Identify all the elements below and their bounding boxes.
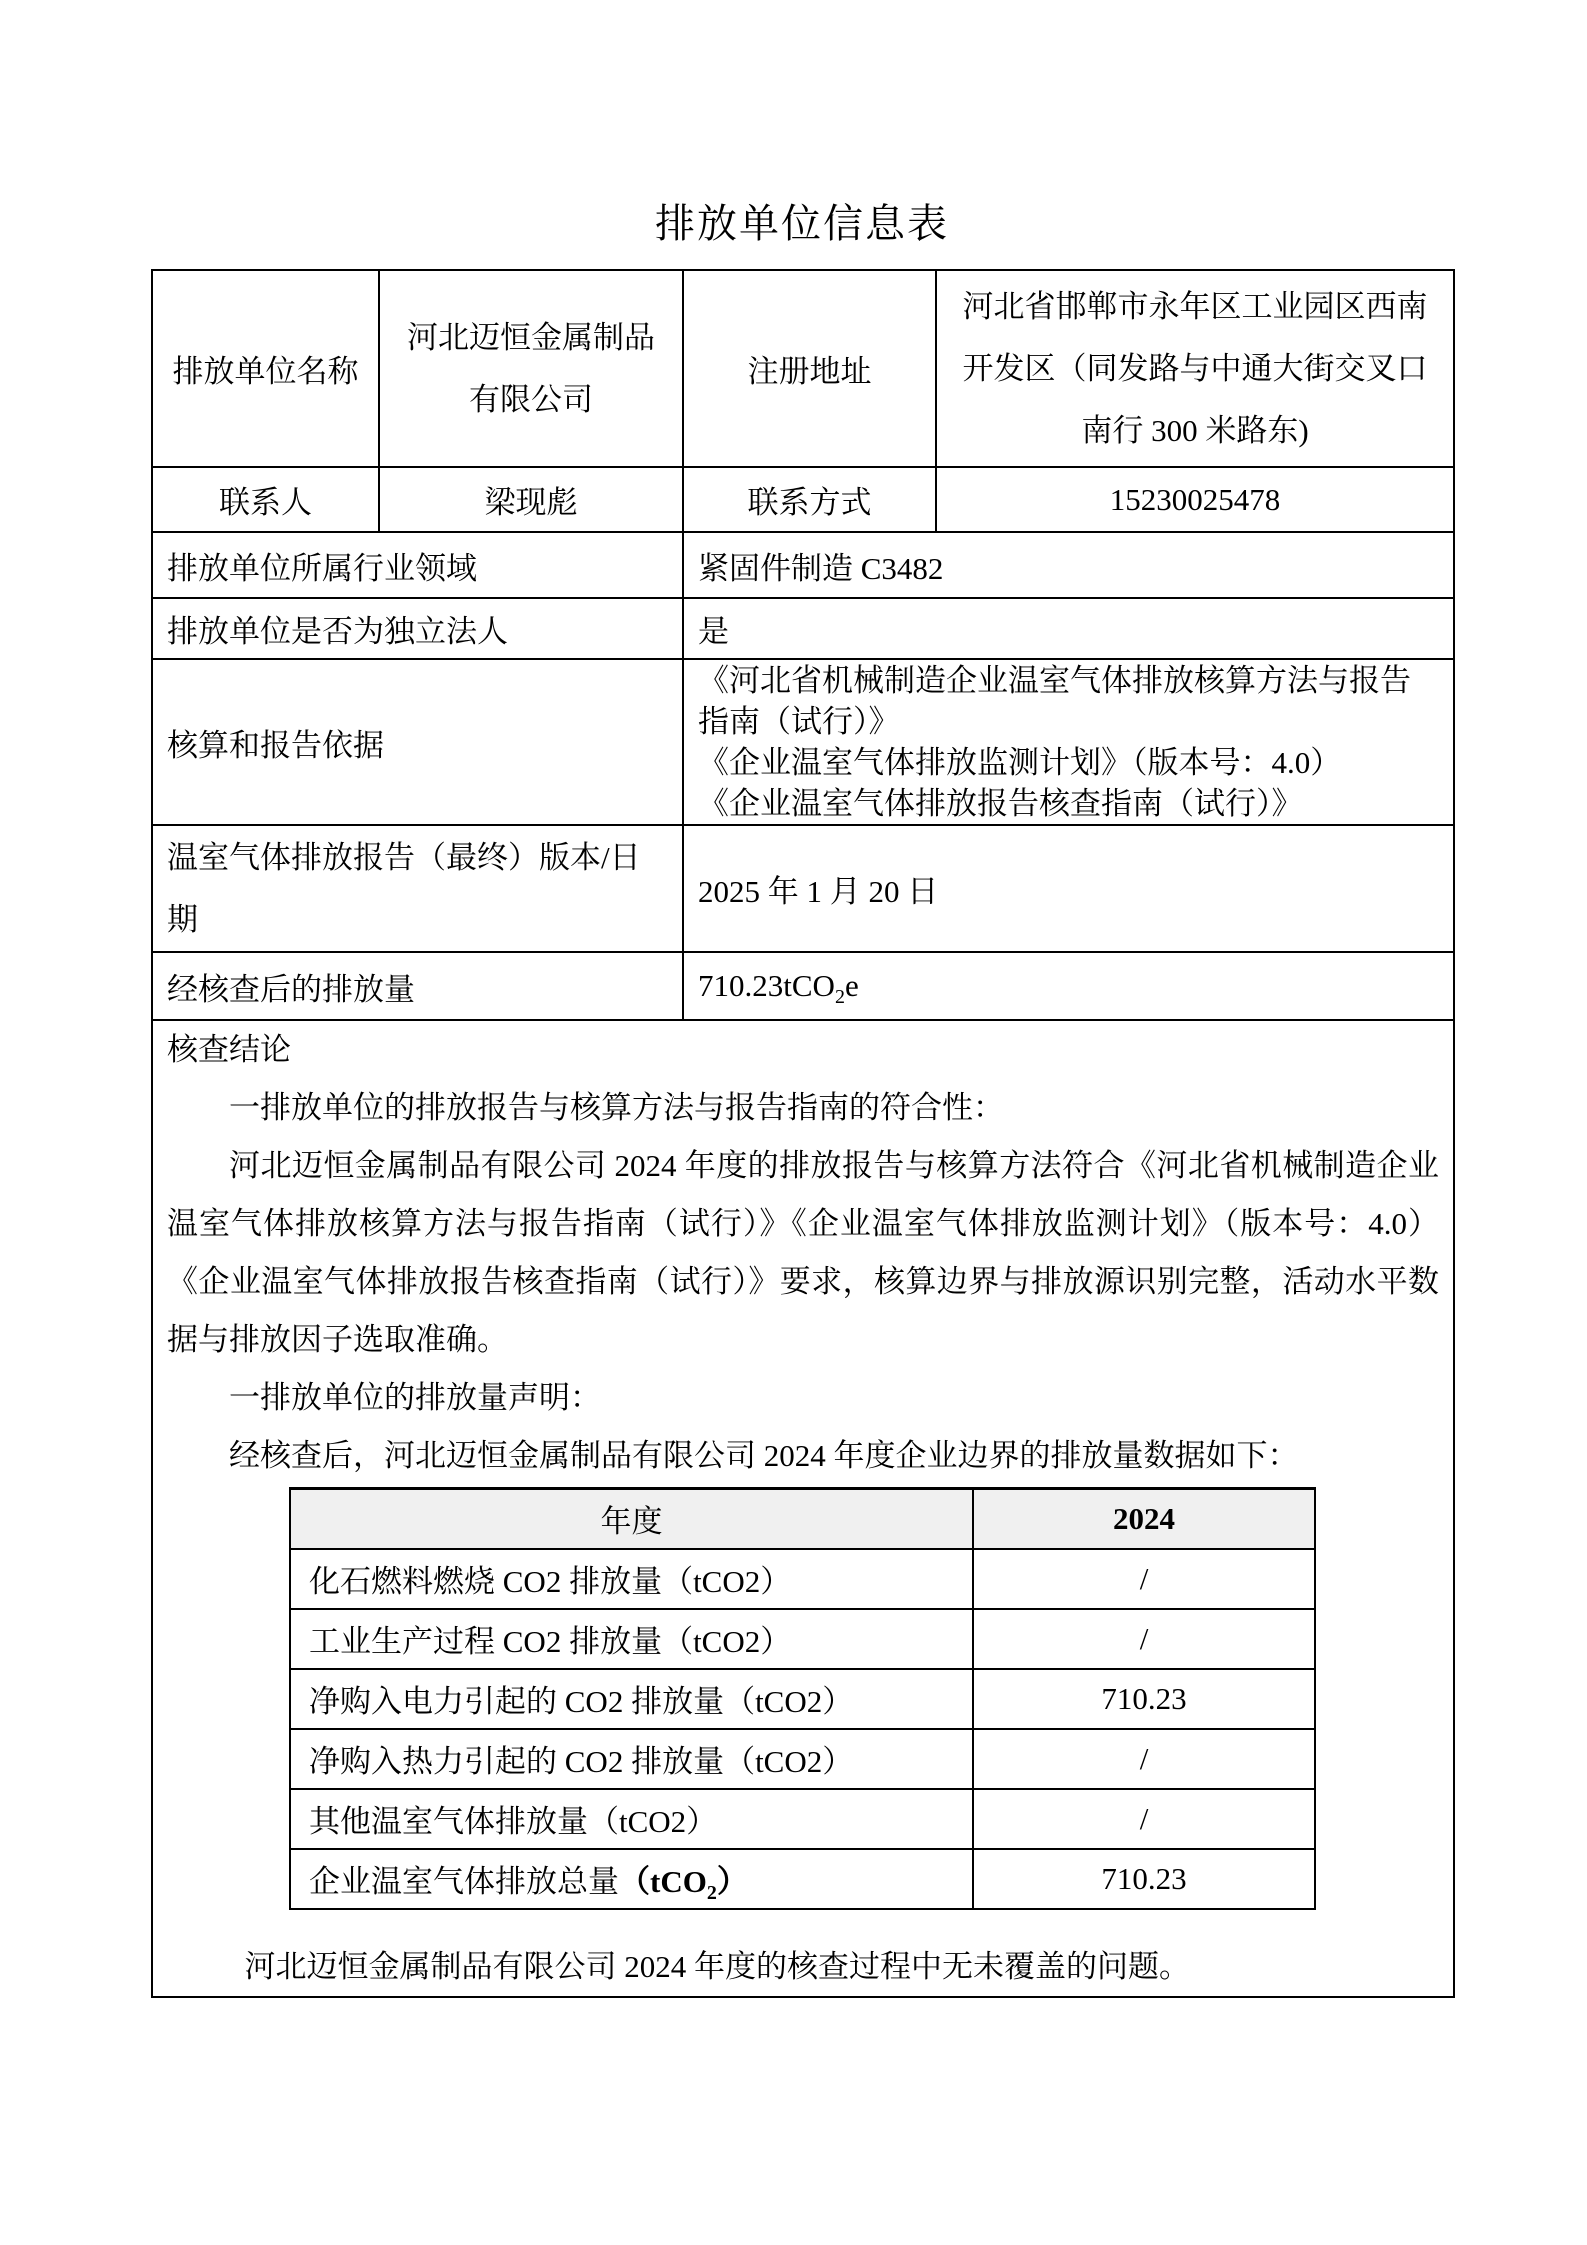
emission-row-value: / xyxy=(973,1789,1315,1849)
conclusion-cell xyxy=(152,1020,1454,1997)
table-row xyxy=(152,467,1454,532)
table-row xyxy=(152,270,1454,467)
conclusion-paragraph-4: 经核查后，河北迈恒金属制品有限公司 2024 年度企业边界的排放量数据如下： xyxy=(229,1438,1299,1473)
table-row xyxy=(152,598,1454,659)
emission-row-value: / xyxy=(973,1549,1315,1609)
conclusion-paragraph-2: 河北迈恒金属制品有限公司 2024 年度的排放报告与核算方法符合《河北省机械制造企业温室气体排放核算方法与报告指南（试行）》《企业温室气体排放监测计划》（版本号：4.0）《企业温室气体排放报告核查指南（试行）》要求，核算边界与排放源识别完整，活动水平数据与排放因子选取准确。 xyxy=(167,1148,1439,1357)
conclusion-heading: 核查结论 xyxy=(167,1032,291,1067)
page-title: 排放单位信息表 xyxy=(655,201,949,246)
basis-line-3: 《企业温室气体排放报告核查指南（试行）》 xyxy=(698,786,1303,821)
emission-row-value: 710.23 xyxy=(973,1849,1315,1909)
table-row xyxy=(152,532,1454,598)
conclusion-paragraph-1: 一排放单位的排放报告与核算方法与报告指南的符合性： xyxy=(229,1090,1004,1125)
info-table xyxy=(151,269,1455,1998)
closing-statement: 河北迈恒金属制品有限公司 2024 年度的核查过程中无未覆盖的问题。 xyxy=(244,1948,1190,1984)
report-version-label: 温室气体排放报告（最终）版本/日期 xyxy=(152,825,683,952)
emission-unit-bold: （tCO$_2$） xyxy=(619,1864,748,1905)
table-row xyxy=(290,1849,1315,1909)
report-version-value: 2025 年 1 月 20 日 xyxy=(683,825,1454,952)
contact-label: 联系人 xyxy=(152,467,379,532)
table-row xyxy=(152,1020,1454,1997)
table-row xyxy=(290,1549,1315,1609)
verified-emissions-label: 经核查后的排放量 xyxy=(152,952,683,1020)
year-value-header-cell: 2024 xyxy=(973,1489,1315,1549)
unit-name-value: 河北迈恒金属制品有限公司 xyxy=(379,270,683,467)
conclusion-paragraph-3: 一排放单位的排放量声明： xyxy=(229,1380,601,1415)
emissions-table-body xyxy=(290,1489,1315,1909)
basis-value xyxy=(683,659,1454,825)
emission-row-label: 其他温室气体排放量（tCO2） xyxy=(290,1789,973,1849)
emission-row-label: 净购入热力引起的 CO2 排放量（tCO2） xyxy=(290,1729,973,1789)
table-row xyxy=(152,825,1454,952)
industry-label: 排放单位所属行业领域 xyxy=(152,532,683,598)
table-row xyxy=(290,1789,1315,1849)
reg-addr-label: 注册地址 xyxy=(683,270,936,467)
table-row xyxy=(152,659,1454,825)
basis-line-1: 《河北省机械制造企业温室气体排放核算方法与报告指南（试行）》 xyxy=(698,663,1411,739)
verified-value-subscript: 2 xyxy=(834,986,845,1009)
emission-row-label: 净购入电力引起的 CO2 排放量（tCO2） xyxy=(290,1669,973,1729)
emissions-header-row xyxy=(290,1489,1315,1549)
phone-label: 联系方式 xyxy=(683,467,936,532)
verified-emissions-value xyxy=(683,952,1454,1020)
emissions-table xyxy=(289,1487,1316,1910)
emission-row-label: 企业温室气体排放总量（tCO$_2$） xyxy=(290,1849,973,1909)
contact-value: 梁现彪 xyxy=(379,467,683,532)
reg-addr-value: 河北省邯郸市永年区工业园区西南开发区（同发路与中通大街交叉口南行 300 米路东) xyxy=(936,270,1454,467)
legal-entity-label: 排放单位是否为独立法人 xyxy=(152,598,683,659)
unit-name-label: 排放单位名称 xyxy=(152,270,379,467)
phone-value: 15230025478 xyxy=(936,467,1454,532)
year-header-cell: 年度 xyxy=(290,1489,973,1549)
table-row xyxy=(290,1729,1315,1789)
industry-value: 紧固件制造 C3482 xyxy=(683,532,1454,598)
verified-value-prefix: 710.23tCO xyxy=(698,968,835,1003)
table-row xyxy=(290,1609,1315,1669)
table-row xyxy=(152,952,1454,1020)
emission-row-value: / xyxy=(973,1729,1315,1789)
emission-row-value: / xyxy=(973,1609,1315,1669)
basis-line-2: 《企业温室气体排放监测计划》（版本号：4.0） xyxy=(698,745,1342,780)
table-row xyxy=(290,1669,1315,1729)
verified-value-suffix: e xyxy=(844,968,859,1003)
emission-row-label: 化石燃料燃烧 CO2 排放量（tCO2） xyxy=(290,1549,973,1609)
legal-entity-value: 是 xyxy=(683,598,1454,659)
emission-row-label: 工业生产过程 CO2 排放量（tCO2） xyxy=(290,1609,973,1669)
basis-label: 核算和报告依据 xyxy=(152,659,683,825)
emission-row-value: 710.23 xyxy=(973,1669,1315,1729)
